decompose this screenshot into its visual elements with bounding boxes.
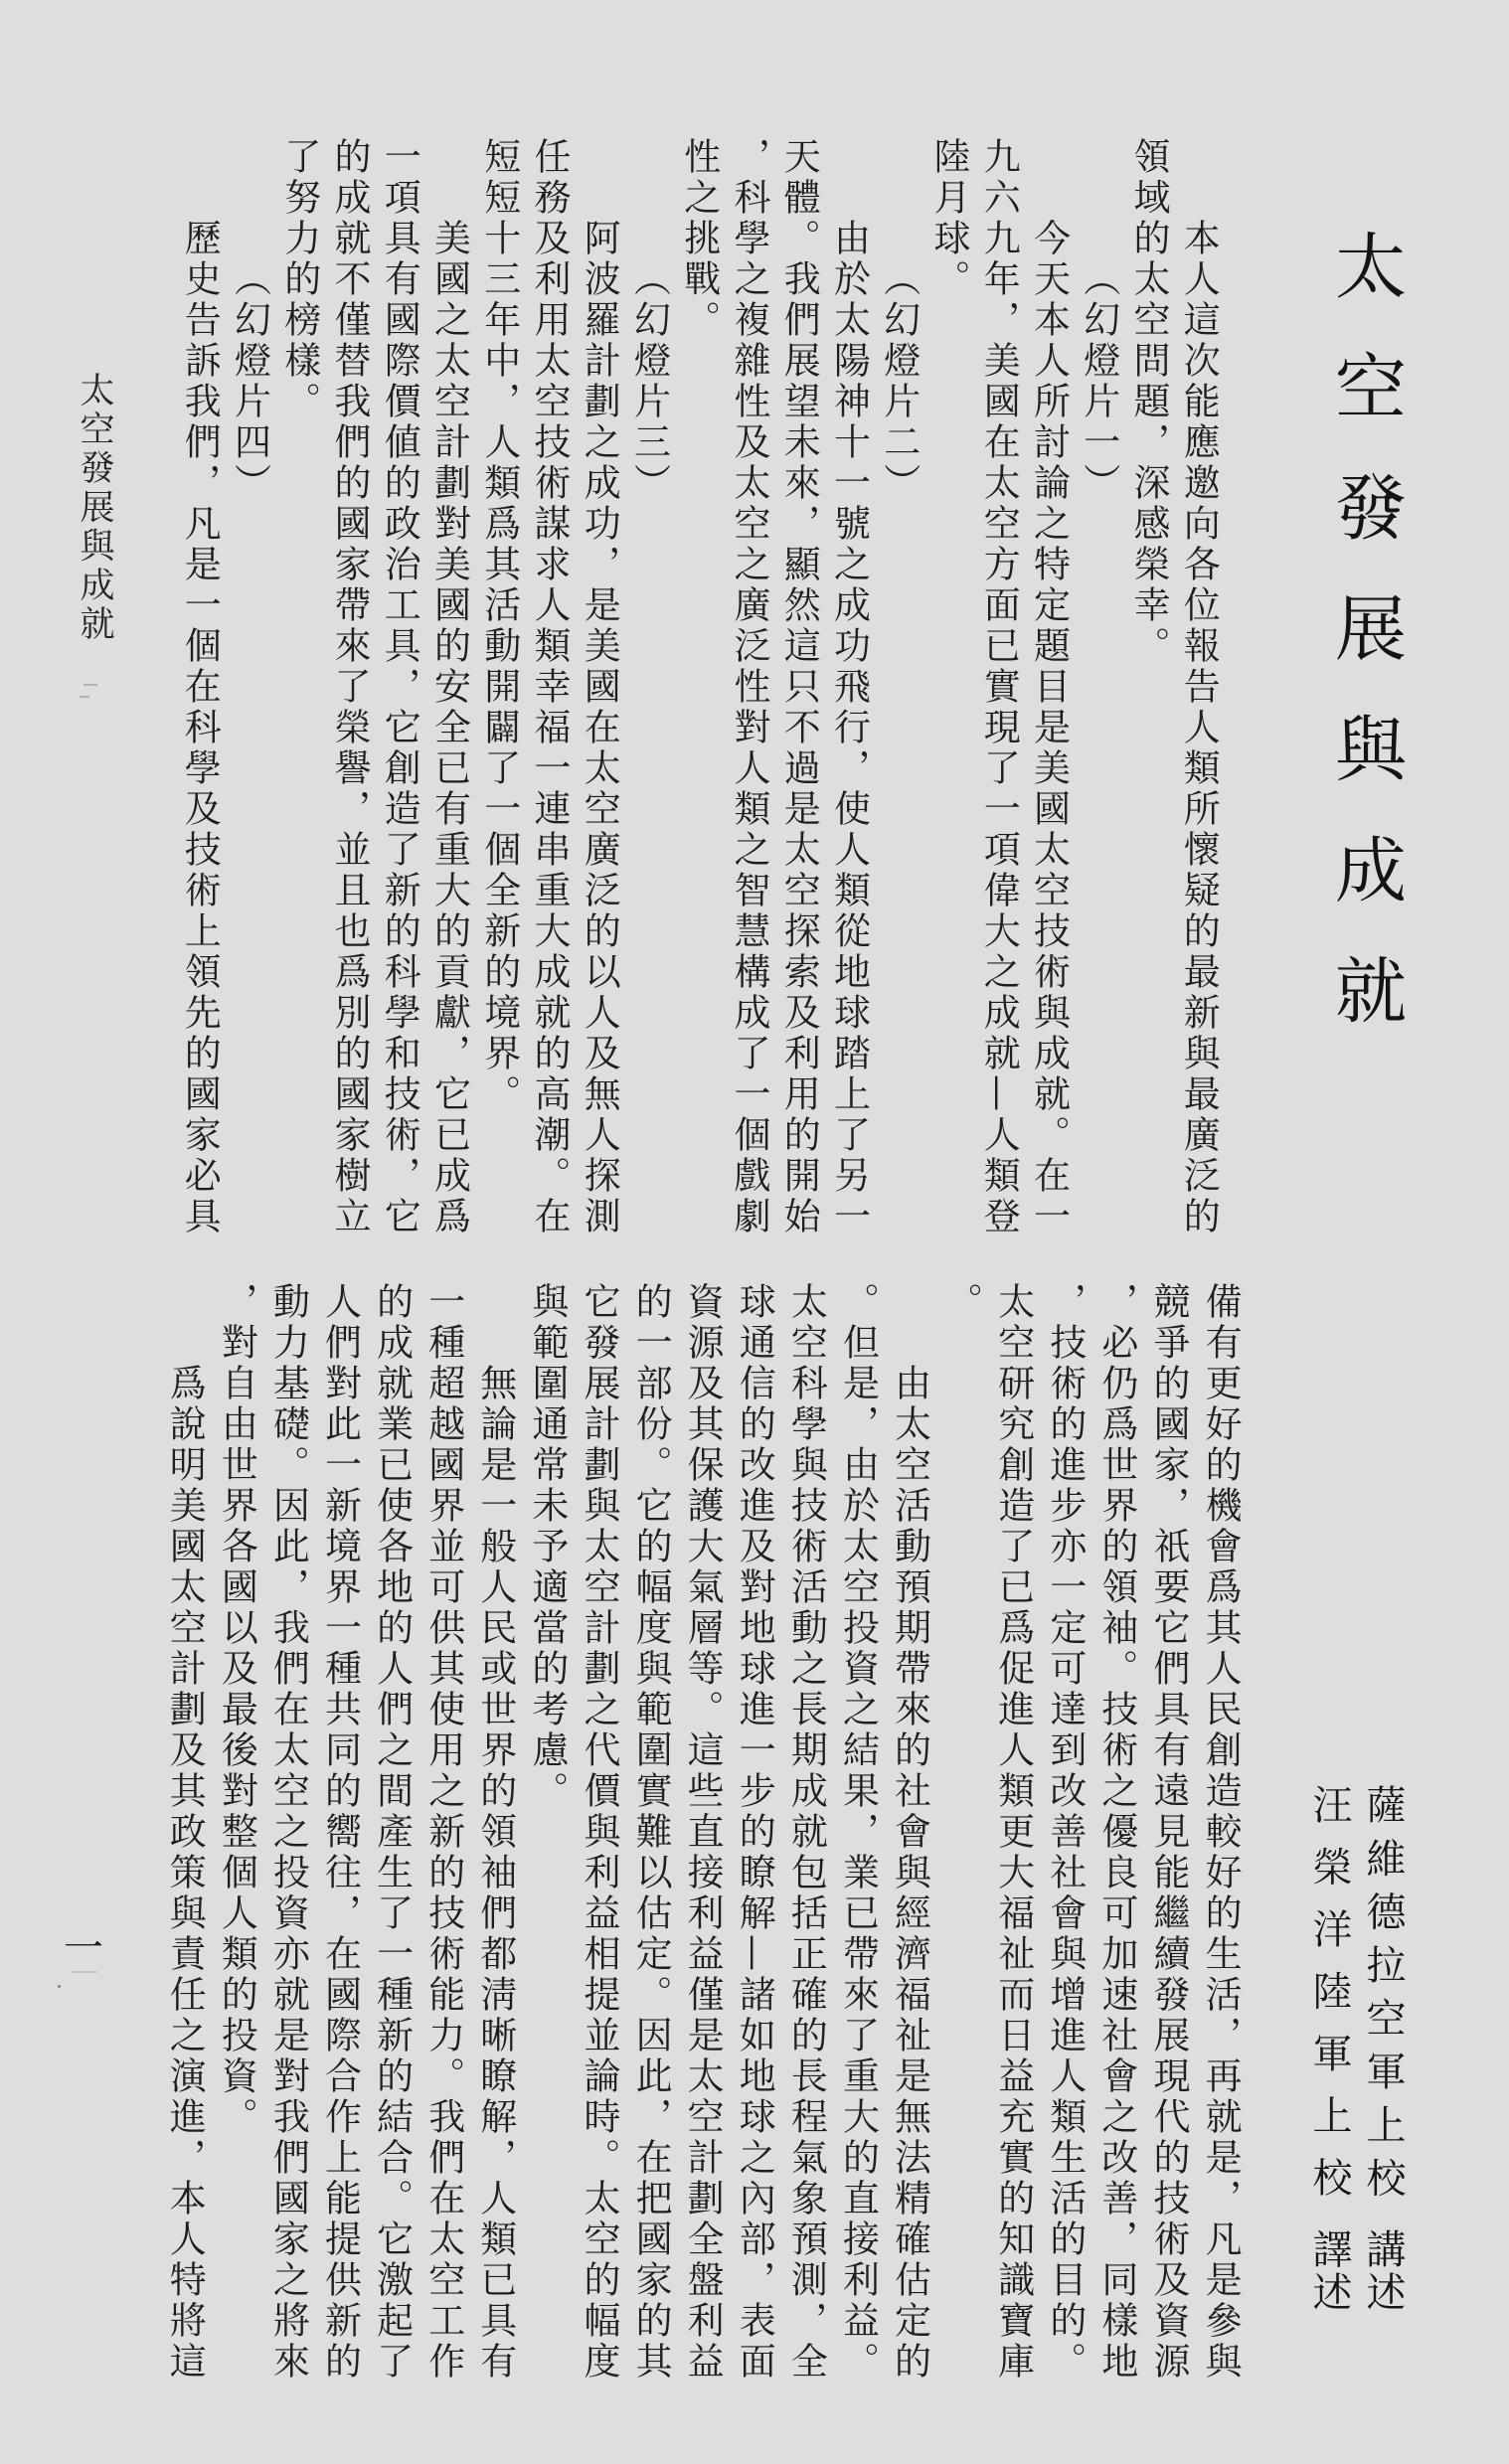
body-column: 太空研究創造了已爲促進人類更大福祉而日益充實的知識寶庫 xyxy=(991,1282,1035,2382)
slide-cue: （幻燈片一） xyxy=(1077,259,1120,504)
body-column: 的成就不僅替我們的國家帶來了榮譽，並且也爲別的國家樹立 xyxy=(328,137,371,1237)
body-column: 本人這次能應邀向各位報告人類所懷疑的最新與最廣泛的 xyxy=(1177,219,1221,1237)
body-column: 性之挑戰。 xyxy=(677,137,721,341)
body-column: 一項具有國際價値的政治工具，它創造了新的科學和技術，它 xyxy=(378,137,421,1237)
body-column: 阿波羅計劃之成功，是美國在太空廣泛的以人及無人探測 xyxy=(578,219,621,1237)
upper-text-block xyxy=(174,137,1223,1270)
running-head: 太空發展與成就 xyxy=(75,372,114,645)
body-column: ，技術的進步亦一定可達到改善社會與增進人類生活的目的。 xyxy=(1043,1282,1087,2382)
scan-mark xyxy=(72,1971,97,1973)
body-column: 。 xyxy=(939,1282,983,1323)
body-column: 競爭的國家，祇要它們具有遠見能繼續發展現代的技術及資源 xyxy=(1147,1282,1190,2382)
body-column: 天體。我們展望未來，顯然這只不過是太空探索及利用的開始 xyxy=(777,137,821,1237)
page-title: 太空發展與成就 xyxy=(1323,229,1407,1074)
slide-cue: （幻燈片二） xyxy=(877,259,921,504)
body-column: 與範圍通常未予適當的考慮。 xyxy=(525,1282,569,1812)
body-column: 由太空活動預期帶來的社會與經濟福祉是無法精確估定的 xyxy=(888,1364,931,2382)
body-column: 太空科學與技術活動之長期成就包括正確的長程氣象預測，全 xyxy=(784,1282,828,2382)
body-column: ，對自由世界各國以及最後對整個人類的投資。 xyxy=(215,1282,258,2138)
scan-mark xyxy=(58,1985,61,1988)
body-column: 爲說明美國太空計劃及其政策與責任之演進，本人特將這 xyxy=(163,1364,207,2382)
body-column: 了努力的榜樣。 xyxy=(277,137,321,422)
body-column: 一種超越國界並可供其使用之新的技術能力。我們在太空工作 xyxy=(421,1282,465,2382)
speaker-role: 講述 xyxy=(1360,2228,1406,2314)
slide-cue: （幻燈片四） xyxy=(228,259,271,504)
scan-mark xyxy=(80,696,89,698)
body-column: 無論是一般人民或世界的領袖們都淸晰瞭解，人類已具有 xyxy=(473,1364,517,2382)
body-column: 動力基礎。因此，我們在太空之投資亦就是對我們國家之將來 xyxy=(266,1282,310,2382)
body-column: 的一部份。它的幅度與範圍實難以估定。因此，在把國家的其 xyxy=(629,1282,673,2382)
body-column: 人們對此一新境界一種共同的嚮往，在國際合作上能提供新的 xyxy=(318,1282,362,2382)
slide-cue: （幻燈片三） xyxy=(627,259,671,504)
body-column: 球通信的改進及對地球進一步的瞭解—諸如地球之內部，表面 xyxy=(733,1282,776,2382)
lower-text-block xyxy=(158,1282,1246,2415)
body-column: 九六九年，美國在太空方面已實現了一項偉大之成就—人類登 xyxy=(977,137,1021,1237)
body-column: 由於太陽神十一號之成功飛行，使人類從地球踏上了另一 xyxy=(827,219,871,1237)
body-column: 任務及利用太空技術謀求人類幸福一連串重大成就的高潮。在 xyxy=(528,137,571,1237)
speaker-name: 薩維德拉空軍上校 xyxy=(1360,1784,1406,2211)
body-column: 領域的太空問題，深感榮幸。 xyxy=(1127,137,1170,667)
body-column: 備有更好的機會爲其人民創造較好的生活，再就是，凡是參與 xyxy=(1199,1282,1243,2382)
body-column: ，科學之複雜性及太空之廣泛性對人類之智慧構成了一個戲劇 xyxy=(728,137,770,1237)
body-column: 它發展計劃與太空計劃之代價與利益相提並論時。太空的幅度 xyxy=(577,1282,620,2382)
body-column: 美國之太空計劃對美國的安全已有重大的貢獻，它已成爲 xyxy=(427,219,471,1237)
page-number: 一 xyxy=(64,1925,103,1971)
translator-role: 譯述 xyxy=(1306,2228,1352,2314)
body-column: 短短十三年中，人類爲其活動開闢了一個全新的境界。 xyxy=(477,137,521,1115)
scan-mark xyxy=(84,684,97,686)
body-column: 今天本人所討論之特定題目是美國太空技術與成就。在一 xyxy=(1027,219,1071,1237)
body-column: 陸月球。 xyxy=(927,137,970,300)
body-column: ，必仍爲世界的領袖。技術之優良可加速社會之改善，同樣地 xyxy=(1094,1282,1138,2382)
body-column: 的成就業已使各地的人們之間產生了一種新的結合。它激起了 xyxy=(370,1282,414,2382)
body-column: 資源及其保護大氣層等。這些直接利益僅是太空計劃全盤利益 xyxy=(681,1282,725,2382)
body-column: 歷史告訴我們，凡是一個在科學及技術上領先的國家必具 xyxy=(178,219,222,1237)
translator-name: 汪榮洋陸軍上校 xyxy=(1306,1784,1352,2219)
body-column: 。但是，由於太空投資之結果，業已帶來了重大的直接利益。 xyxy=(836,1282,880,2382)
